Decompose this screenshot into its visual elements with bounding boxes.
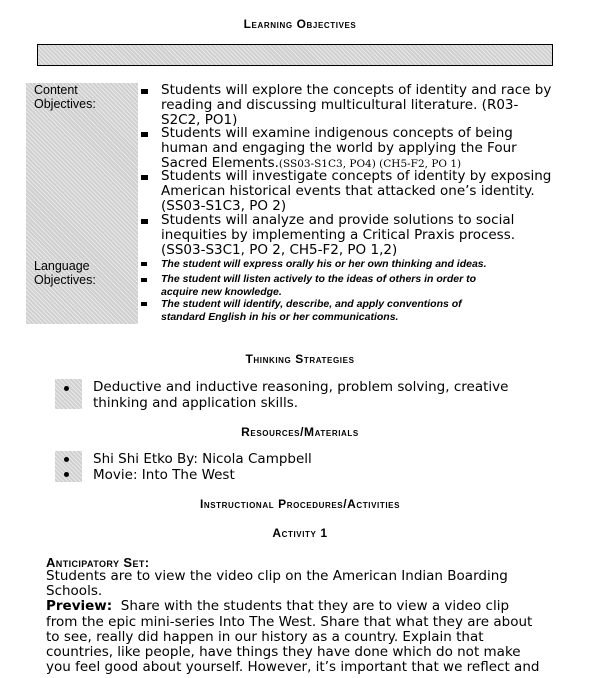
- learning-objectives-heading: Learning Objectives: [243, 17, 357, 31]
- bullet-icon: [141, 278, 147, 282]
- bullet-icon: [141, 262, 147, 266]
- language-objectives-label-line2: Objectives:: [34, 273, 96, 287]
- thinking-bullet-cell: [55, 379, 82, 409]
- objectives-label-column: [26, 83, 138, 324]
- resource-item: Shi Shi Etko By: Nicola Campbell: [93, 451, 312, 467]
- language-objective-1: The student will express orally his or her own thinking and ideas.: [161, 258, 487, 270]
- objectives-banner: [37, 44, 553, 66]
- content-objectives-label-line1: Content: [34, 83, 78, 97]
- bullet-icon: [141, 89, 148, 94]
- preview-label: Preview:: [46, 598, 113, 615]
- language-objectives-label-line1: Language: [34, 259, 90, 273]
- anticipatory-set-heading: Anticipatory Set:: [46, 555, 150, 570]
- content-objectives-label-line2: Objectives:: [34, 97, 96, 111]
- bullet-icon: [64, 386, 69, 391]
- content-objective-1: Students will explore the concepts of identity and race by reading and discussing multicultural literature. (R03- S2C2, PO1): [161, 82, 552, 128]
- instructional-procedures-heading: Instructional Procedures/Activities: [199, 497, 401, 511]
- bullet-icon: [141, 219, 148, 224]
- anticipatory-set-text: Students are to view the video clip on the American Indian Boarding Schools. Preview: Share with the students that they are to view a video clip from the epic mini-series Into The West. Share that what they are about to see, really did happen in our history as a country. Explain that countries, like people, have things they have done which do not make you feel good about yourself. However, it’s important that we reflect and: [46, 568, 540, 676]
- resources-bullet-cell: [55, 451, 82, 482]
- resources-materials-heading: Resources/Materials: [241, 425, 359, 439]
- bullet-icon: [64, 457, 69, 462]
- resources-list: [93, 452, 563, 483]
- activity-heading: Activity 1: [272, 526, 328, 540]
- bullet-icon: [141, 302, 147, 306]
- content-objective-3: Students will investigate concepts of identity by exposing American historical events that attacked one’s identity. (SS03-S1C3, PO 2): [161, 168, 552, 214]
- content-objective-4: Students will analyze and provide solutions to social inequities by implementing a Critical Praxis process. (SS03-S3C1, PO 2, CH5-F2, PO 1,2): [161, 212, 516, 258]
- language-objective-2: The student will listen actively to the ideas of others in order to acquire new knowledge.: [161, 273, 477, 298]
- resource-item: Movie: Into The West: [93, 466, 235, 483]
- bullet-icon: [141, 175, 148, 180]
- thinking-strategies-heading: Thinking Strategies: [245, 352, 355, 366]
- thinking-strategies-text: Deductive and inductive reasoning, problem solving, creative thinking and application skills.: [93, 379, 509, 411]
- bullet-icon: [64, 472, 69, 477]
- bullet-icon: [141, 132, 148, 137]
- content-objective-2: Students will examine indigenous concepts of being human and engaging the world by applying the Four Sacred Elements.(SS03-S1C3, PO4) (CH5-F2, PO 1): [161, 125, 517, 171]
- language-objective-3: The student will identify, describe, and apply conventions of standard English in his or her communications.: [161, 298, 462, 323]
